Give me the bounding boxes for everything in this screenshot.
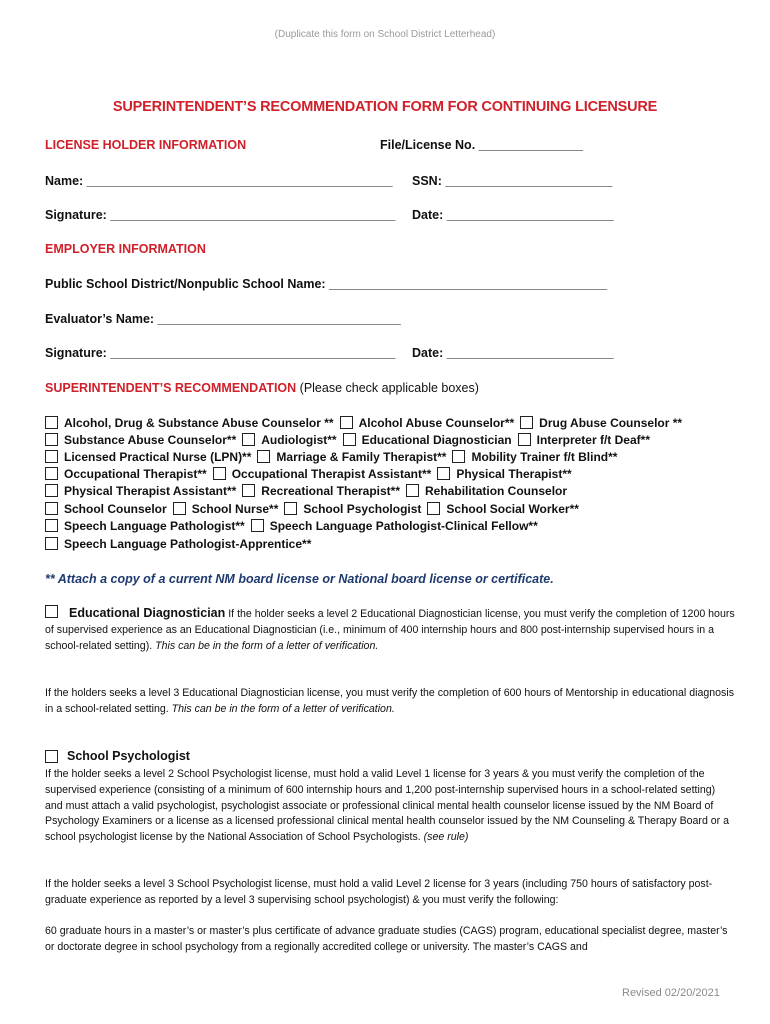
- checkbox-row-8: [45, 535, 311, 552]
- school-psych-para1-text: If the holder seeks a level 2 School Psychologist license, must hold a valid Level 1 license for 3 years & you must verify the completion of the supervised experience (consisting of a minimum of 600 internship hours and 1,200 post-internship supervised hours in a school-related setting) and must attach a valid psychologist, psychologist associate or professional clinical mental health counselor license issued by the NM Board of Psychology Examiners or a license as a licensed professional clinical mental health counselor issued by the NM Counseling & Therapy Board or a school psychologist license by the National Association of School Psychologists.: [45, 768, 730, 844]
- employer-heading: EMPLOYER INFORMATION: [45, 242, 206, 256]
- revised-date: Revised 02/20/2021: [622, 987, 720, 999]
- employer-date-field[interactable]: Date: ________________________: [412, 346, 614, 360]
- label-adsa-counselor: Alcohol, Drug & Substance Abuse Counselor **: [64, 415, 334, 430]
- school-psych-para-3: [45, 924, 735, 956]
- label-slp-clinical-fellow: Speech Language Pathologist-Clinical Fellow**: [269, 518, 538, 533]
- ed-diag-para-2: [45, 686, 735, 718]
- checkbox-school-psych-section[interactable]: [45, 750, 58, 763]
- label-occupational-therapist: Occupational Therapist**: [64, 466, 207, 481]
- label-mobility-trainer: Mobility Trainer f/t Blind**: [471, 449, 618, 464]
- ed-diag-para-1: [45, 606, 735, 654]
- checkbox-row-3: [45, 448, 617, 465]
- label-educational-diagnostician: Educational Diagnostician: [361, 432, 512, 447]
- checkbox-slp-clinical-fellow[interactable]: [251, 519, 264, 532]
- school-psych-para-2: [45, 877, 735, 909]
- label-interpreter-deaf: Interpreter f/t Deaf**: [536, 432, 650, 447]
- label-drug-abuse-counselor: Drug Abuse Counselor **: [539, 415, 683, 430]
- holder-signature-field[interactable]: Signature: _________________________________________: [45, 208, 396, 222]
- checkbox-row-7: [45, 517, 538, 534]
- label-substance-abuse-counselor: Substance Abuse Counselor**: [64, 432, 237, 447]
- license-holder-heading: LICENSE HOLDER INFORMATION: [45, 138, 247, 152]
- checkbox-lpn[interactable]: [45, 450, 58, 463]
- label-rehabilitation-counselor: Rehabilitation Counselor: [425, 483, 568, 498]
- label-audiologist: Audiologist**: [261, 432, 337, 447]
- checkbox-row-5: [45, 482, 567, 499]
- holder-date-field[interactable]: Date: ________________________: [412, 208, 614, 222]
- checkbox-recreational-therapist[interactable]: [242, 484, 255, 497]
- school-psych-para2-text: If the holder seeks a level 3 School Psychologist license, must hold a valid Level 2 license for 3 years (including 750 hours of satisfactory post-graduate experience as reported by a level 3 supervising school psychologist) & you must verify the following:: [45, 878, 713, 906]
- checkbox-school-social-worker[interactable]: [427, 502, 440, 515]
- checkbox-mobility-trainer[interactable]: [452, 450, 465, 463]
- attach-note: ** Attach a copy of a current NM board license or National board license or certificate.: [45, 572, 554, 586]
- recommendation-heading: [45, 381, 479, 395]
- checkbox-substance-abuse-counselor[interactable]: [45, 433, 58, 446]
- checkbox-row-2: [45, 431, 650, 448]
- school-psych-para-1: [45, 767, 735, 846]
- school-name-field[interactable]: Public School District/Nonpublic School Name: ________________________________________: [45, 277, 608, 291]
- school-psych-heading: [45, 749, 190, 763]
- label-pt-assistant: Physical Therapist Assistant**: [64, 483, 237, 498]
- ssn-field[interactable]: SSN: ________________________: [412, 174, 613, 188]
- letterhead-note: (Duplicate this form on School District Letterhead): [274, 29, 496, 40]
- recommendation-title: SUPERINTENDENT’S RECOMMENDATION: [45, 381, 297, 395]
- label-physical-therapist: Physical Therapist**: [456, 466, 572, 481]
- checkbox-slp[interactable]: [45, 519, 58, 532]
- file-license-field[interactable]: File/License No. _______________: [380, 138, 583, 152]
- name-field[interactable]: Name: ____________________________________________: [45, 174, 393, 188]
- checkbox-ot-assistant[interactable]: [213, 467, 226, 480]
- checkbox-row-1: [45, 414, 682, 431]
- label-school-nurse: School Nurse**: [191, 501, 279, 516]
- checkbox-occupational-therapist[interactable]: [45, 467, 58, 480]
- ed-diag-label: Educational Diagnostician: [69, 606, 226, 620]
- checkbox-educational-diagnostician[interactable]: [343, 433, 356, 446]
- school-psych-para1-italic: (see rule): [423, 831, 469, 844]
- label-school-social-worker: School Social Worker**: [446, 501, 579, 516]
- school-psych-label: School Psychologist: [67, 749, 190, 763]
- checkbox-alcohol-abuse-counselor[interactable]: [340, 416, 353, 429]
- label-school-psychologist: School Psychologist: [303, 501, 422, 516]
- ed-diag-para2-italic: This can be in the form of a letter of verification.: [171, 702, 395, 715]
- ed-diag-para1-italic: This can be in the form of a letter of verification.: [155, 639, 379, 652]
- evaluator-name-field[interactable]: Evaluator’s Name: ___________________________________: [45, 312, 401, 326]
- checkbox-school-psychologist[interactable]: [284, 502, 297, 515]
- checkbox-adsa-counselor[interactable]: [45, 416, 58, 429]
- checkbox-school-counselor[interactable]: [45, 502, 58, 515]
- checkbox-drug-abuse-counselor[interactable]: [520, 416, 533, 429]
- label-marriage-family-therapist: Marriage & Family Therapist**: [276, 449, 447, 464]
- form-title: SUPERINTENDENT’S RECOMMENDATION FORM FOR CONTINUING LICENSURE: [112, 99, 658, 115]
- checkbox-school-nurse[interactable]: [173, 502, 186, 515]
- ed-diag-para1-text: If the holder seeks a level 2 Educational Diagnostician license, you must verify the completion of 1200 hours of supervised experience as an Educational Diagnostician (i.e., minimum of 400 internship hours and 800 post-internship supervised hours in a school-related setting).: [45, 608, 735, 652]
- checkbox-pt-assistant[interactable]: [45, 484, 58, 497]
- checkbox-marriage-family-therapist[interactable]: [257, 450, 270, 463]
- label-alcohol-abuse-counselor: Alcohol Abuse Counselor**: [358, 415, 515, 430]
- school-psych-para3-text: 60 graduate hours in a master’s or master’s plus certificate of advance graduate studies (CAGS) program, educational specialist degree, master’s or doctorate degree in school psychology from a regionally accredited college or university. The master’s CAGS and: [45, 925, 728, 953]
- checkbox-row-6: [45, 500, 579, 517]
- employer-signature-field[interactable]: Signature: _________________________________________: [45, 346, 396, 360]
- checkbox-row-4: [45, 465, 572, 482]
- label-slp: Speech Language Pathologist**: [64, 518, 245, 533]
- label-school-counselor: School Counselor: [64, 501, 167, 516]
- checkbox-rehabilitation-counselor[interactable]: [406, 484, 419, 497]
- checkbox-audiologist[interactable]: [242, 433, 255, 446]
- label-recreational-therapist: Recreational Therapist**: [261, 483, 401, 498]
- checkbox-slp-apprentice[interactable]: [45, 537, 58, 550]
- recommendation-note: (Please check applicable boxes): [299, 381, 479, 395]
- label-slp-apprentice: Speech Language Pathologist-Apprentice**: [64, 536, 312, 551]
- label-lpn: Licensed Practical Nurse (LPN)**: [64, 449, 252, 464]
- checkbox-interpreter-deaf[interactable]: [518, 433, 531, 446]
- ed-diag-para2-text: If the holders seeks a level 3 Educational Diagnostician license, you must verify the completion of 600 hours of Mentorship in educational diagnosis in a school-related setting.: [45, 687, 734, 715]
- label-ot-assistant: Occupational Therapist Assistant**: [231, 466, 432, 481]
- checkbox-physical-therapist[interactable]: [437, 467, 450, 480]
